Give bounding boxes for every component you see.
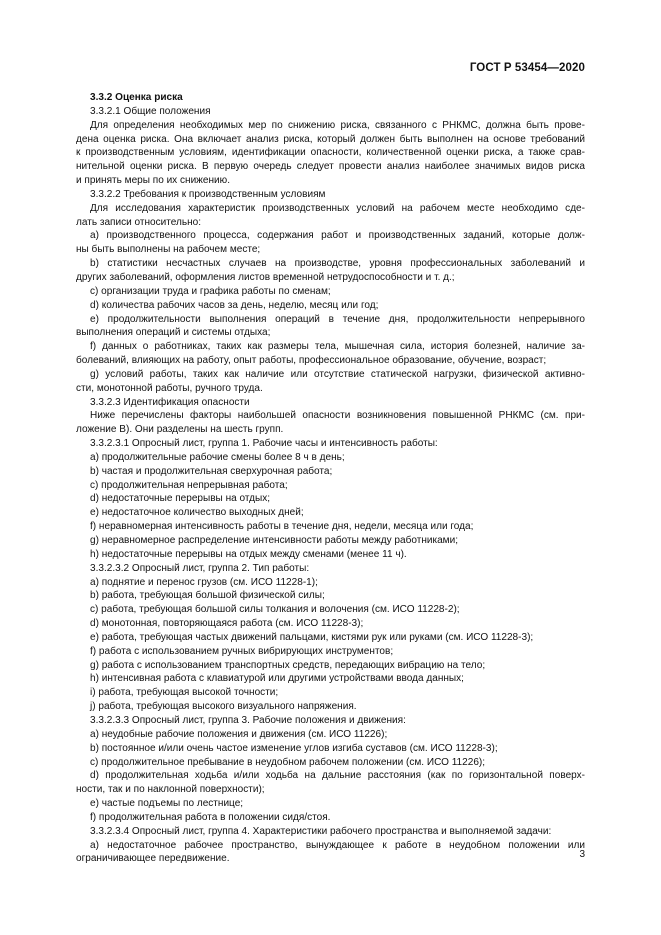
list-item: с) организации труда и графика работы по сменам; (90, 285, 331, 297)
text-line: Для определения необходимых мер по снижению риска, связанного с РНКМС, должна быть прове- (90, 119, 585, 131)
list-item: b) статистики несчастных случаев на производстве, уровня профессиональных заболеваний и (90, 258, 585, 270)
list-item: е) частые подъемы по лестнице; (90, 798, 244, 810)
list-item: е) продолжительности выполнения операций в течение дня, продолжительности непрерывного (90, 313, 585, 325)
subsection-heading: 3.3.2.2 Требования к производственным условиям (90, 188, 326, 200)
list-item: d) количества рабочих часов за день, неделю, месяц или год; (90, 299, 379, 311)
text-line: болеваний, влияющих на работу, опыт работы, профессиональное образование, обучение, возраст; (76, 355, 547, 367)
list-item: i) работа, требующая высокой точности; (90, 687, 279, 699)
section-heading: 3.3.2 Оценка риска (90, 92, 183, 103)
list-item: g) неравномерное распределение интенсивности работы между работниками; (90, 535, 458, 546)
list-item: а) недостаточное рабочее пространство, вынуждающее к работе в неудобном положении или (90, 839, 585, 851)
list-item: с) работа, требующая большой силы толкания и волочения (см. ИСО 11228-2); (90, 604, 460, 616)
list-item: f) продолжительная работа в положении сидя/стоя. (90, 811, 331, 823)
text-line: ложение В). Они разделены на шесть групп. (76, 424, 284, 436)
list-item: а) продолжительные рабочие смены более 8 ч в день; (90, 451, 345, 463)
text-line: дена оценка риска. Она включает анализ риска, который должен быть выполнен на основе требований (76, 133, 585, 145)
text-line: лать записи относительно: (76, 216, 202, 228)
document-body (76, 91, 585, 866)
questionnaire-heading: 3.3.2.3.1 Опросный лист, группа 1. Рабочие часы и интенсивность работы: (90, 438, 438, 450)
text-line: нительной оценки риска. В первую очередь следует провести анализ наиболее значимых видов риска (76, 161, 585, 173)
questionnaire-heading: 3.3.2.3.4 Опросный лист, группа 4. Характеристики рабочего пространства и выполняемой задачи: (90, 825, 552, 837)
text-line: ности, так и по наклонной поверхности); (76, 784, 265, 796)
list-item: а) неудобные рабочие положения и движения (см. ИСО 11226); (90, 728, 388, 740)
list-item: j) работа, требующая высокого визуального напряжения. (90, 701, 357, 713)
list-item: d) монотонная, повторяющаяся работа (см. ИСО 11228-3); (90, 618, 364, 630)
page-number: 3 (579, 849, 585, 860)
list-item: f) данных о работниках, таких как размеры тела, мышечная сила, история болезней, наличие за- (90, 341, 585, 353)
standard-number: ГОСТ Р 53454—2020 (469, 62, 585, 74)
list-item: а) поднятие и перенос грузов (см. ИСО 11228-1); (90, 576, 318, 588)
subsection-heading: 3.3.2.3 Идентификация опасности (90, 396, 250, 408)
list-item: е) недостаточное количество выходных дней; (90, 507, 304, 519)
list-item: b) частая и продолжительная сверхурочная работа; (90, 465, 333, 477)
list-item: d) продолжительная ходьба и/или ходьба на дальние расстояния (как по горизонтальной поверх- (90, 770, 585, 782)
list-item: d) недостаточные перерывы на отдых; (90, 493, 271, 505)
subsection-heading: 3.3.2.1 Общие положения (90, 105, 211, 117)
text-line: ны быть выполнены на рабочем месте; (76, 244, 261, 256)
list-item: f) работа с использованием ручных вибрирующих инструментов; (90, 645, 394, 657)
list-item: е) работа, требующая частых движений пальцами, кистями рук или руками (см. ИСО 11228-3); (90, 631, 534, 643)
list-item: g) условий работы, таких как наличие или отсутствие статической нагрузки, физической активно- (90, 368, 585, 380)
list-item: b) постоянное и/или очень частое изменение углов изгиба суставов (см. ИСО 11228-3); (90, 742, 498, 754)
text-line: и принять меры по их снижению. (76, 175, 230, 187)
questionnaire-heading: 3.3.2.3.2 Опросный лист, группа 2. Тип работы: (90, 562, 310, 574)
list-item: g) работа с использованием транспортных средств, передающих вибрацию на тело; (90, 659, 486, 671)
text-line: Ниже перечислены факторы наибольшей опасности возникновения повышенной РНКМС (см. при- (90, 410, 585, 422)
text-line: сти, монотонной работы, ручного труда. (76, 382, 263, 394)
list-item: а) производственного процесса, содержания работ и производственных заданий, которые долж- (90, 230, 585, 242)
list-item: f) неравномерная интенсивность работы в течение дня, недели, месяца или года; (90, 521, 474, 533)
list-item: b) работа, требующая большой физической силы; (90, 590, 325, 602)
questionnaire-heading: 3.3.2.3.3 Опросный лист, группа 3. Рабочие положения и движения: (90, 714, 406, 726)
text-line: других заболеваний, оформления листов временной нетрудоспособности и т. д.; (76, 271, 455, 283)
text-line: к производственным условиям, идентификации опасности, количественной оценки риска, а также срав- (76, 147, 585, 159)
list-item: с) продолжительная непрерывная работа; (90, 479, 288, 491)
text-line: ограничивающее передвижение. (76, 853, 230, 865)
list-item: с) продолжительное пребывание в неудобном рабочем положении (см. ИСО 11226); (90, 756, 486, 768)
list-item: h) недостаточные перерывы на отдых между сменами (менее 11 ч). (90, 548, 407, 560)
text-line: Для исследования характеристик производственных условий на рабочем месте необходимо сде- (90, 202, 585, 214)
list-item: h) интенсивная работа с клавиатурой или другими устройствами ввода данных; (90, 673, 464, 685)
text-line: выполнения операций и системы отдыха; (76, 327, 271, 339)
